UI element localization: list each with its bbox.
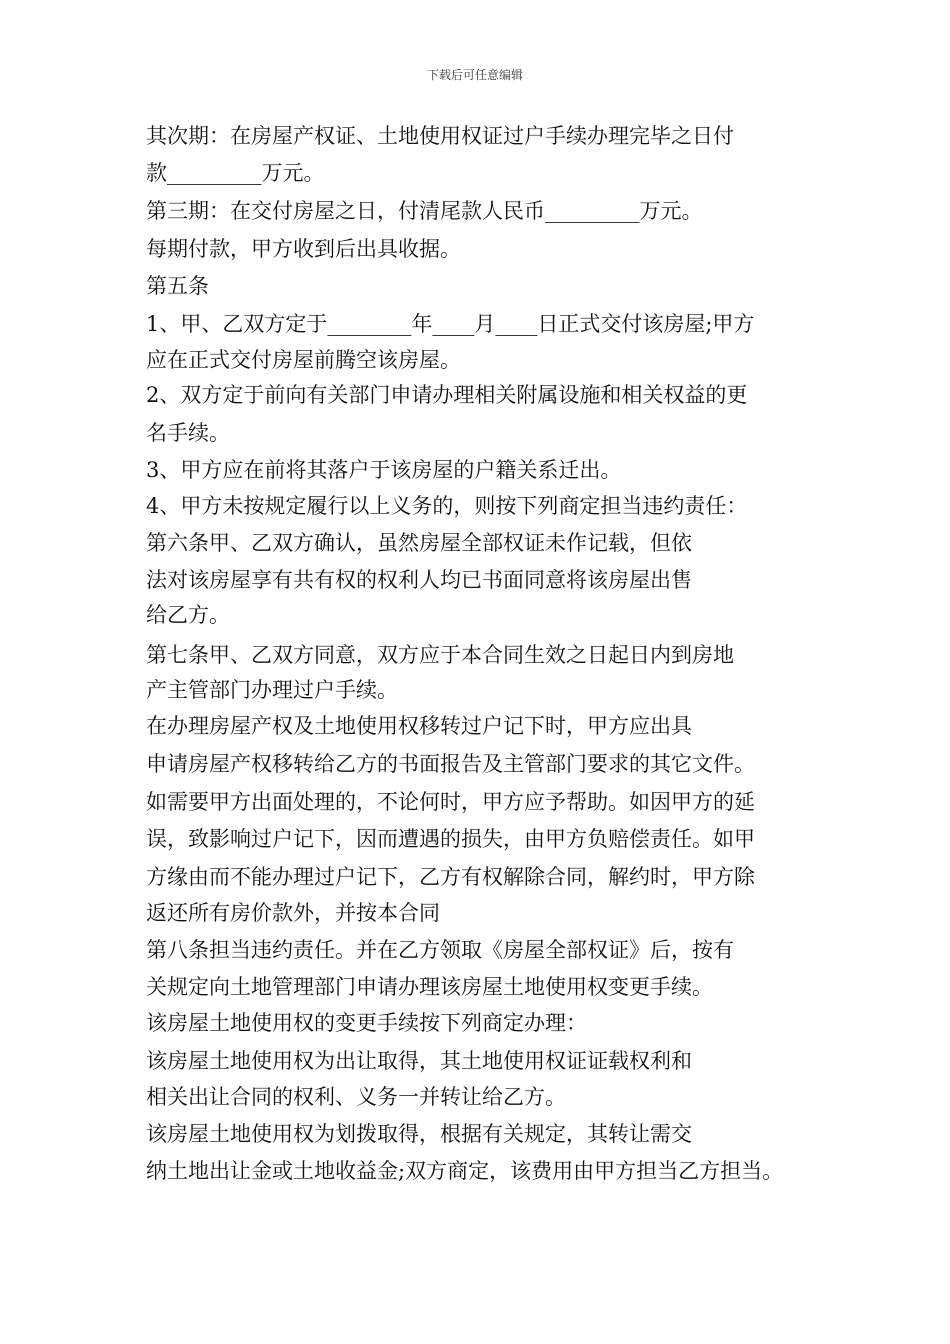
text-line: 误，致影响过户记下，因而遭遇的损失，由甲方负赔偿责任。如甲 xyxy=(146,827,755,851)
text-line: 第六条甲、乙双方确认，虽然房屋全部权证未作记载，但依 xyxy=(146,531,692,555)
text-line: 应在正式交付房屋前腾空该房屋。 xyxy=(146,348,461,372)
text-line: 名手续。 xyxy=(146,421,230,445)
text-line: 返还所有房价款外，并按本合同 xyxy=(146,901,440,925)
text-line: 法对该房屋享有共有权的权利人均已书面同意将该房屋出售 xyxy=(146,568,692,592)
text-line: 2、双方定于前向有关部门申请办理相关附属设施和相关权益的更 xyxy=(146,383,748,407)
text-line: 相关出让合同的权利、义务一并转让给乙方。 xyxy=(146,1085,566,1109)
text-line: 4、甲方未按规定履行以上义务的，则按下列商定担当违约责任： xyxy=(146,494,748,518)
text-line: 纳土地出让金或土地收益金;双方商定，该费用由甲方担当乙方担当。 xyxy=(146,1159,784,1183)
section-heading: 第五条 xyxy=(146,274,209,298)
text-line: 该房屋土地使用权为出让取得，其土地使用权证证载权利和 xyxy=(146,1049,692,1073)
text-line: 1、甲、乙双方定于________年____月____日正式交付该房屋;甲方 xyxy=(146,312,755,336)
text-line: 3、甲方应在前将其落户于该房屋的户籍关系迁出。 xyxy=(146,458,622,482)
text-line: 第三期：在交付房屋之日，付清尾款人民币_________万元。 xyxy=(146,199,703,223)
text-line: 第八条担当违约责任。并在乙方领取《房屋全部权证》后，按有 xyxy=(146,938,734,962)
text-line: 如需要甲方出面处理的，不论何时，甲方应予帮助。如因甲方的延 xyxy=(146,790,755,814)
page-header: 下载后可任意编辑 xyxy=(426,68,523,82)
text-line: 款_________万元。 xyxy=(146,161,325,185)
text-line: 给乙方。 xyxy=(146,603,230,627)
text-line: 方缘由而不能办理过户记下，乙方有权解除合同，解约时，甲方除 xyxy=(146,865,755,889)
text-line: 在办理房屋产权及土地使用权移转过户记下时，甲方应出具 xyxy=(146,714,692,738)
text-line: 其次期：在房屋产权证、土地使用权证过户手续办理完毕之日付 xyxy=(146,124,734,148)
text-line: 产主管部门办理过户手续。 xyxy=(146,678,398,702)
text-line: 该房屋土地使用权为划拨取得，根据有关规定，其转让需交 xyxy=(146,1122,692,1146)
text-line: 关规定向土地管理部门申请办理该房屋土地使用权变更手续。 xyxy=(146,975,713,999)
text-line: 该房屋土地使用权的变更手续按下列商定办理： xyxy=(146,1011,587,1035)
text-line: 每期付款，甲方收到后出具收据。 xyxy=(146,237,461,261)
text-line: 申请房屋产权移转给乙方的书面报告及主管部门要求的其它文件。 xyxy=(146,752,755,776)
text-line: 第七条甲、乙双方同意，双方应于本合同生效之日起日内到房地 xyxy=(146,643,734,667)
